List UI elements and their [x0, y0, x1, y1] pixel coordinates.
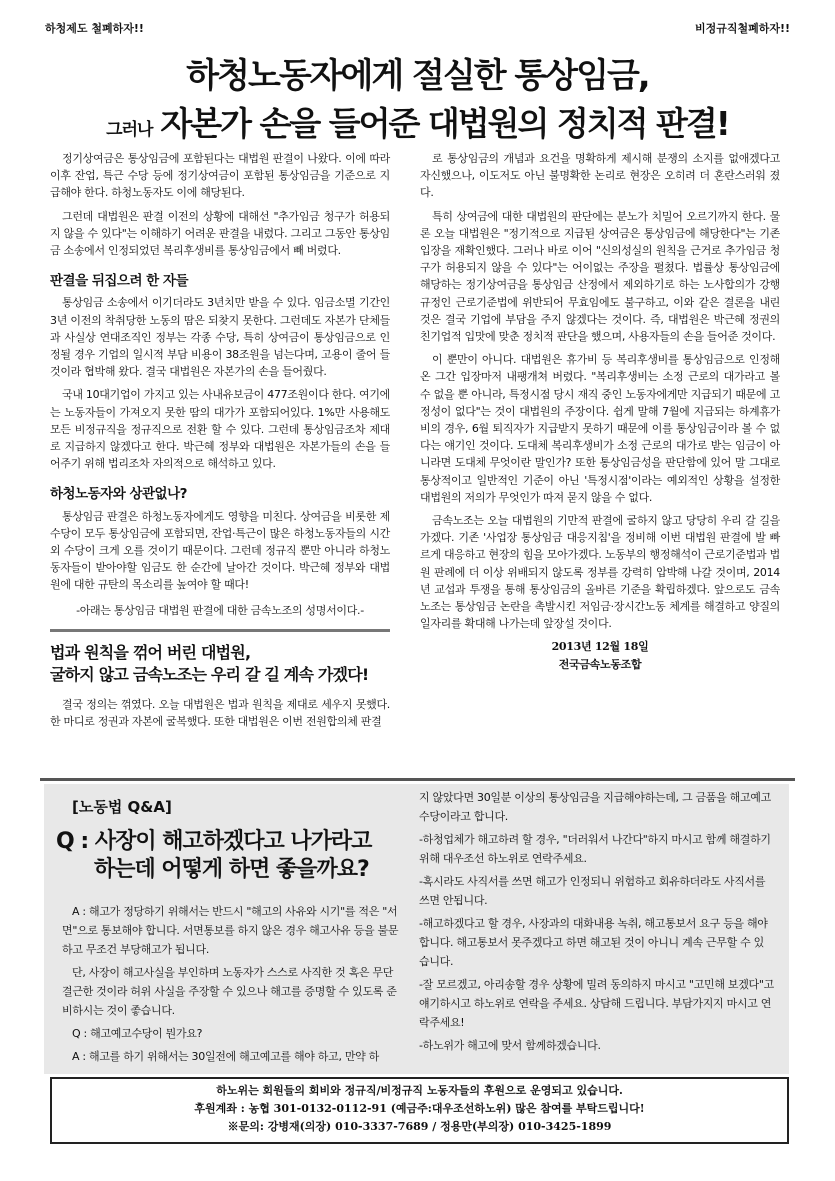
answer-paragraph: 단, 사장이 해고사실을 부인하며 노동자가 스스로 사직한 것 혹은 무단결근한 것이라 허위 사실을 주장할 수 있으나 해고를 증명할 수 있도록 준비하시는 것이 좋습니다. [62, 966, 397, 1017]
paragraph: 특히 상여금에 대한 대법원의 판단에는 분노가 치밀어 오르기까지 한다. 물론 오늘 대법원은 "정기적으로 지급된 상여금은 통상임금에 해당한다"는 기존 입장을 재확인했다. 그러나 바로 이어 "신의성실의 원칙을 근거로 추가임금 청구가 허용되지 않을 수 있다"는 어이없는 주장을 펼쳤다. 법률상 통상임금에 해당하는 정기상여금을 통상임금 산정에서 제외하기로 하는 노사합의가 강행규정인 근로기준법에 위반되어 무효임에도 불구하고, 이와 같은 결론을 내린 것은 결국 기업에 부담을 주지 않겠다는 것이다. 즉, 대법원은 박근혜 정권의 친기업적 입맛에 맞춘 정치적 판단을 했으며, 사용자들의 손을 들어준 것이다. [420, 209, 780, 344]
advice-item: -하청업체가 해고하려 할 경우, "더러워서 나간다"하지 마시고 함께 해결하기 위해 대우조선 하노위로 연락주세요. [419, 833, 771, 865]
answer-paragraph: A : 해고를 하기 위해서는 30일전에 해고예고를 해야 하고, 만약 하 [72, 1050, 380, 1063]
qa-question-line1: Q : 사장이 해고하겠다고 나가라고 [56, 829, 372, 854]
statement-note: -아래는 통상임금 대법원 판결에 대한 금속노조의 성명서이다.- [76, 603, 364, 617]
section-heading: 판결을 뒤집으려 한 자들 [50, 273, 189, 290]
labor-law-qa-box [44, 784, 789, 1074]
headline-line1: 하청노동자에게 절실한 통상임금, [186, 56, 649, 96]
article-right-column [420, 150, 780, 674]
section-divider [40, 778, 795, 781]
paragraph: 금속노조는 오늘 대법원의 기만적 판결에 굴하지 않고 당당히 우리 갈 길을 가겠다. 기존 '사업장 통상임금 대응지침'을 정비해 이번 대법원 판결에 발 빠르게 대응하고 현장의 힘을 모아가겠다. 노동부의 행정해석이 근로기준법과 법원 판례에 더 이상 위배되지 않도록 정부를 강력히 압박해 나갈 것이며, 2014년 교섭과 투쟁을 통해 통상임금의 올바른 기준을 확립하겠다. 앞으로도 금속노조는 통상임금 논란을 촉발시킨 저임금·장시간노동 체계를 해결하고 양질의 일자리를 확대해 나가는데 앞장설 것이다. [420, 514, 780, 631]
paragraph: 통상임금 소송에서 이기더라도 3년치만 받을 수 있다. 임금소멸 기간인 3년 이전의 착취당한 노동의 땀은 되찾지 못한다. 그런데도 자본가 단체들과 사실상 연대조직인 정부는 각종 수당, 특히 상여금이 통상임금으로 인정될 경우 기업의 일시적 부담 비용이 38조원을 넘는다며, 고용이 줄어 들것이라 협박해 왔다. 결국 대법원은 자본가의 손을 들어줬다. [50, 296, 390, 379]
article-left-column [50, 150, 390, 736]
paragraph: 그런데 대법원은 판결 이전의 상황에 대해선 "추가임금 청구가 허용되지 않을 수 있다"는 이해하기 어려운 판결을 내렸다. 그리고 그동안 통상임금 소송에서 인정되었던 복리후생비를 통상임금에서 빼 버렸다. [50, 209, 390, 258]
qa-answer-left [62, 902, 402, 1070]
footer-bank-account: 후원계좌 : 농협 301-0132-0112-91 (예금주:대우조선하노위) 많은 참여를 부탁드립니다! [194, 1102, 645, 1115]
advice-item: -혹시라도 사직서를 쓰면 해고가 인정되니 위험하고 회유하더라도 사직서를 쓰면 안됩니다. [419, 875, 766, 907]
advice-item: -하노위가 해고에 맞서 함께하겠습니다. [419, 1039, 601, 1052]
paragraph: 통상임금 판결은 하청노동자에게도 영향을 미친다. 상여금을 비롯한 제 수당이 모두 통상임금에 포함되면, 잔업·특근이 많은 하청노동자들의 시간외 수당이 크게 오를 것이기 때문이다. 그런데 정규직 뿐만 아니라 하청노동자들이 받아야할 임금도 한 순간에 날아간 것이다. 박근혜 정부와 대법원에 대한 규탄의 목소리를 높여야 할 때다! [50, 509, 390, 592]
paragraph: 이 뿐만이 아니다. 대법원은 휴가비 등 복리후생비를 통상임금으로 인정해온 그간 입장마저 내팽개쳐 버렸다. "복리후생비는 소정 근로의 대가라고 볼 수 없을 뿐 아니라, 특정시점 당시 재직 중인 노동자에게만 지급되기 때문에 고정성이 없다"는 것이 대법원의 주장이다. 쉽게 말해 7월에 지급되는 하계휴가비의 경우, 6월 퇴직자가 지급받지 못하기 때문에 이를 통상임금이라 볼 수 없다는 얘기인 것이다. 도대체 복리후생비가 소정 근로의 대가로 받는 임금이 아니라면 도대체 무엇이란 말인가? 또한 통상임금성을 판단함에 있어 말 그대로 통상적이고 일반적인 기준이 아닌 '특정시점'이라는 예외적인 상황을 설정한 대법원의 저의가 무엇인가 따져 묻지 않을 수 없다. [420, 353, 780, 504]
statement-title-line2: 굴하지 않고 금속노조는 우리 갈 길 계속 가겠다! [50, 664, 369, 684]
headline-line2 [0, 98, 835, 145]
qa-tag: [노동법 Q&A] [72, 798, 172, 816]
paragraph: 국내 10대기업이 가지고 있는 사내유보금이 477조원이다 한다. 여기에는 노동자들이 가져오지 못한 땀의 대가가 포함되어있다. 1%만 사용해도 모든 비정규직을 정규직으로 전환 할 수 있다. 그런데 통상임금조차 제대로 지급하지 않겠다고 한다. 박근혜 정부와 대법원은 자본가들의 손을 들어주기 위해 법리조차 자의적으로 해석하고 있다. [50, 388, 390, 471]
headline-prefix: 그러나 [106, 120, 153, 140]
answer-paragraph: A : 해고가 정당하기 위해서는 반드시 "해고의 사유와 시기"를 적은 "서면"으로 통보해야 합니다. 서면통보를 하지 않은 경우 해고사유 등을 불문하고 무조건 부당해고가 됩니다. [62, 905, 399, 956]
statement-heading [50, 629, 390, 686]
footer-contact: ※문의: 강병재(의장) 010-3337-7689 / 정용만(부의장) 010-3425-1899 [227, 1120, 612, 1133]
paragraph: 정기상여금은 통상임금에 포함된다는 대법원 판결이 나왔다. 이에 따라 이후 잔업, 특근 수당 등에 정기상여금이 포함된 통상임금을 기준으로 지급해야 한다. 하청노동자도 이에 해당된다. [50, 152, 390, 200]
advice-item: -잘 모르겠고, 아리송할 경우 상황에 밀려 동의하지 마시고 "고민해 보겠다"고 얘기하시고 하노위로 연락을 주세요. 상담해 드립니다. 부담가지지 마시고 연락주세요! [419, 978, 774, 1029]
statement-title-line1: 법과 원칙을 꺾어 버린 대법원, [50, 642, 251, 662]
footer-line1: 하노위는 회원들의 회비와 정규직/비정규직 노동자들의 후원으로 운영되고 있습니다. [216, 1084, 623, 1097]
advice-item: -해고하겠다고 할 경우, 사장과의 대화내용 녹취, 해고통보서 요구 등을 해야 합니다. 해고통보서 못주겠다고 하면 해고된 것이 아니니 계속 근무할 수 있습니다. [419, 917, 768, 968]
paragraph: 로 통상임금의 개념과 요건을 명확하게 제시해 분쟁의 소지를 없애겠다고 자신했으나, 이도저도 아닌 불명확한 논리로 현장은 오히려 더 혼란스러워 졌다. [420, 152, 780, 200]
qa-question-line2: 하는데 어떻게 하면 좋을까요? [94, 857, 369, 882]
headline-main: 자본가 손을 들어준 대법원의 정치적 판결! [160, 104, 729, 143]
statement-date: 2013년 12월 18일 [551, 640, 649, 654]
header-right-slogan: 비정규직철폐하자!! [694, 22, 790, 35]
answer-paragraph: 지 않았다면 30일분 이상의 통상임금을 지급해야하는데, 그 금품을 해고예고수당이라고 합니다. [419, 791, 771, 823]
statement-organization: 전국금속노동조합 [558, 658, 642, 672]
support-footer [50, 1077, 789, 1144]
sub-question: Q : 해고예고수당이 뭔가요? [72, 1027, 203, 1040]
qa-answer-right [419, 788, 774, 1059]
paragraph: 결국 정의는 꺾였다. 오늘 대법원은 법과 원칙을 제대로 세우지 못했다. 한 마디로 정권과 자본에 굴복했다. 또한 대법원은 이번 전원합의체 판결 [50, 697, 390, 729]
section-heading: 하청노동자와 상관없나? [50, 486, 187, 503]
header-left-slogan: 하청제도 철폐하자!! [45, 22, 144, 35]
